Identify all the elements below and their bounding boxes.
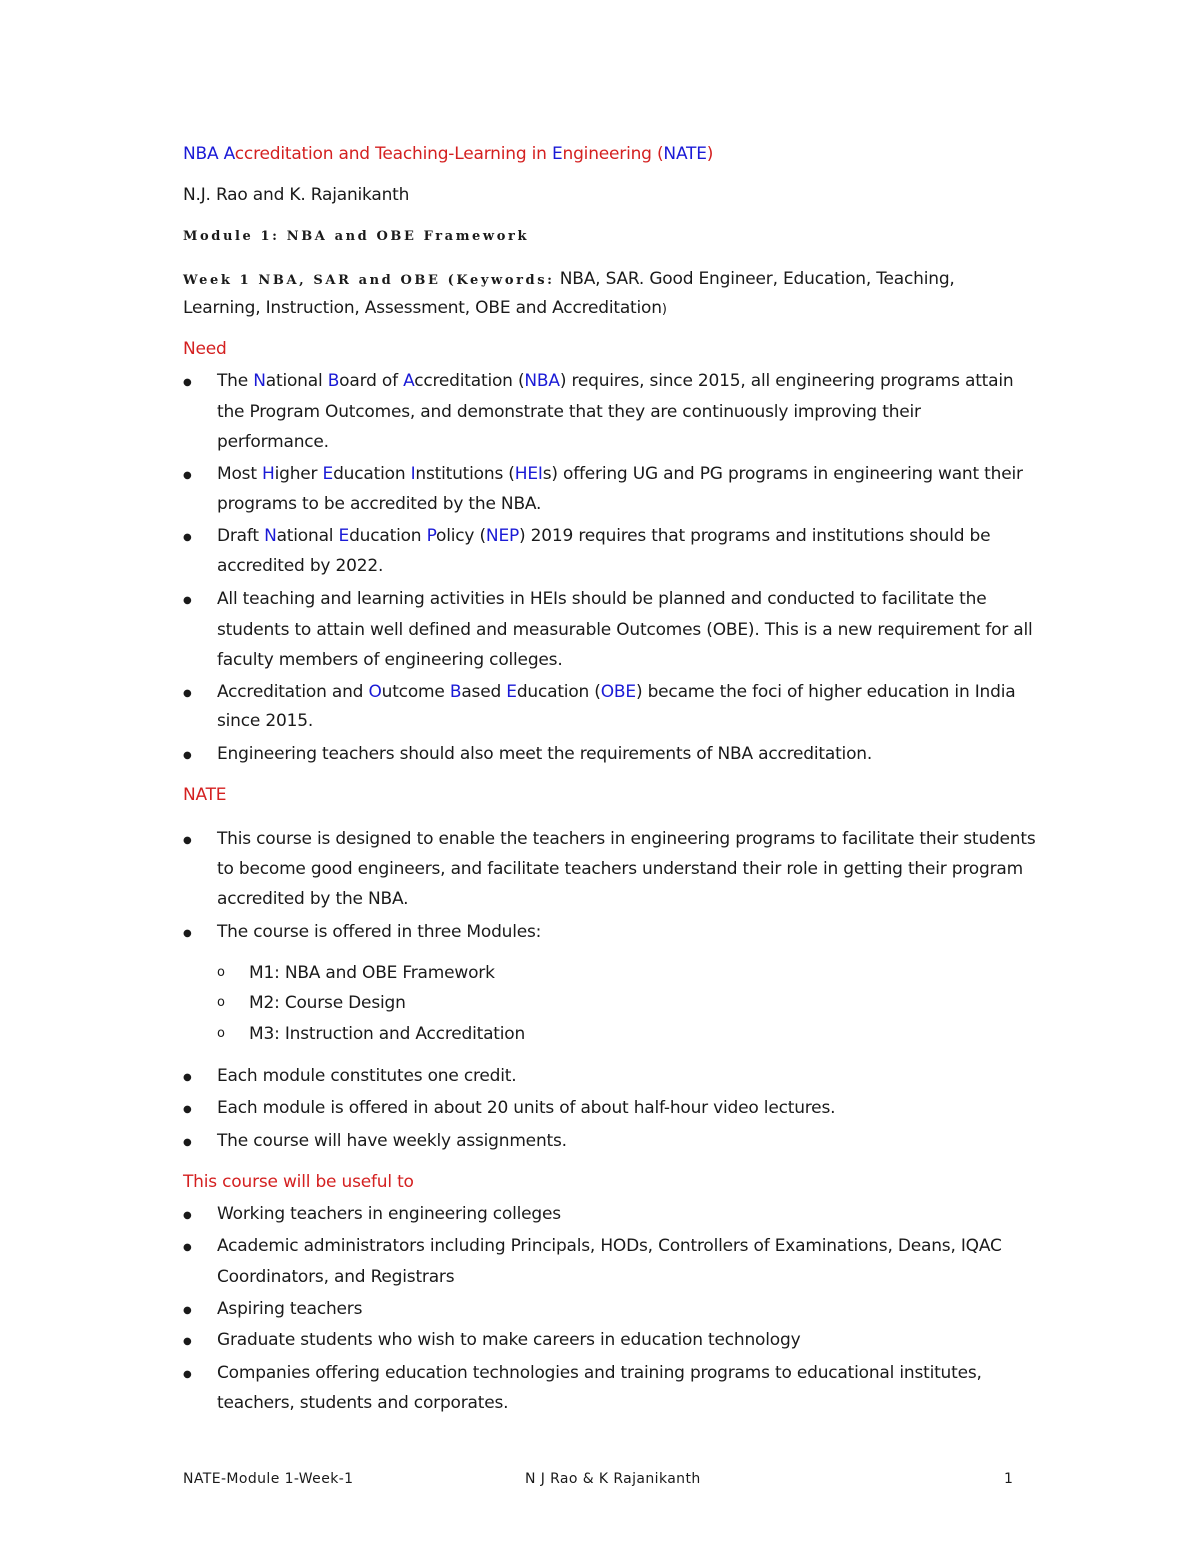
text-run: ational	[265, 371, 328, 391]
document-title	[183, 143, 713, 165]
text-run: The	[217, 371, 254, 391]
text-run: Accreditation and	[217, 682, 369, 702]
bullet-icon	[183, 1065, 192, 1089]
highlighted-text: E	[338, 526, 350, 546]
text-run: ) became the foci of higher education in India	[635, 682, 1016, 702]
section-heading-useful: This course will be useful to	[183, 1172, 414, 1192]
bullet-icon	[183, 1329, 192, 1353]
text-run: ) 2019 requires that programs and institutions should be	[519, 526, 991, 546]
sub-bullet-icon	[217, 962, 225, 984]
need-item-5-line-1	[217, 681, 1015, 703]
nate-item-5: The course will have weekly assignments.	[217, 1131, 567, 1151]
nate-item-1-line-1: This course is designed to enable the teachers in engineering programs to facilitate their students	[217, 829, 1036, 849]
highlighted-text: I	[410, 464, 416, 484]
highlighted-text: E	[551, 144, 563, 164]
highlighted-text: T	[375, 144, 383, 164]
highlighted-text: A	[223, 144, 235, 164]
need-item-1-line-1	[217, 370, 1013, 392]
bullet-icon	[183, 681, 192, 705]
need-item-4-line-1: All teaching and learning activities in HEIs should be planned and conducted to facilitate the	[217, 589, 987, 609]
text-run: s) offering UG and PG programs in engineering want their	[542, 464, 1023, 484]
highlighted-text: ngineering (	[562, 144, 664, 164]
text-run: ) requires, since 2015, all engineering programs attain	[559, 371, 1014, 391]
footer-center: N J Rao & K Rajanikanth	[525, 1471, 701, 1487]
module-item-2: M2: Course Design	[249, 993, 406, 1013]
highlighted-text: N	[183, 144, 196, 164]
text-run: nstitutions (	[415, 464, 515, 484]
need-item-4-line-2: students to attain well defined and measurable Outcomes (OBE). This is a new requirement for all	[217, 620, 1033, 640]
highlighted-text: eaching-	[382, 144, 455, 164]
need-item-2-line-1	[217, 463, 1023, 485]
module-heading: Module 1: NBA and OBE Framework	[183, 229, 530, 244]
week-keywords-1: NBA, SAR. Good Engineer, Education, Teaching,	[554, 269, 955, 289]
footer-left: NATE-Module 1-Week-1	[183, 1471, 354, 1487]
bullet-icon	[183, 743, 192, 767]
highlighted-text: E	[322, 464, 334, 484]
need-item-5-line-2: since 2015.	[217, 711, 314, 731]
sub-bullet-icon	[217, 1023, 225, 1045]
highlighted-text: E	[506, 682, 517, 702]
text-run: igher	[274, 464, 323, 484]
bullet-icon	[183, 525, 192, 549]
need-item-3-line-1	[217, 525, 990, 547]
nate-item-3: Each module constitutes one credit.	[217, 1066, 517, 1086]
bullet-icon	[183, 828, 192, 852]
need-item-4-line-3: faculty members of engineering colleges.	[217, 650, 563, 670]
highlighted-text: O	[368, 682, 382, 702]
highlighted-text: ccreditation and	[234, 144, 376, 164]
bullet-icon	[183, 1235, 192, 1259]
highlighted-text: )	[706, 144, 714, 164]
bullet-icon	[183, 370, 192, 394]
useful-item-2-line-2: Coordinators, and Registrars	[217, 1267, 455, 1287]
bullet-icon	[183, 1298, 192, 1322]
highlighted-text: earning in	[463, 144, 552, 164]
authors: N.J. Rao and K. Rajanikanth	[183, 185, 410, 205]
bullet-icon	[183, 1362, 192, 1386]
section-heading-need: Need	[183, 339, 227, 359]
text-run: olicy (	[436, 526, 486, 546]
week-keywords-2: Learning, Instruction, Assessment, OBE and Accreditation	[183, 298, 662, 318]
nate-item-1-line-2: to become good engineers, and facilitate teachers understand their role in getting their program	[217, 859, 1023, 879]
text-run: ducation (	[516, 682, 601, 702]
text-run: ccreditation (	[414, 371, 525, 391]
bullet-icon	[183, 463, 192, 487]
text-run: Most	[217, 464, 262, 484]
need-item-3-line-2: accredited by 2022.	[217, 556, 384, 576]
text-run: ased	[461, 682, 507, 702]
text-run: Draft	[217, 526, 265, 546]
need-item-1-line-3: performance.	[217, 432, 329, 452]
highlighted-text: A	[403, 371, 415, 391]
useful-item-1: Working teachers in engineering colleges	[217, 1204, 561, 1224]
footer-page-number: 1	[1004, 1471, 1014, 1487]
highlighted-text: P	[426, 526, 437, 546]
nate-item-2: The course is offered in three Modules:	[217, 922, 542, 942]
nate-item-4: Each module is offered in about 20 units of about half-hour video lectures.	[217, 1098, 836, 1118]
week-heading-close: )	[661, 302, 667, 317]
highlighted-text: HEI	[514, 464, 543, 484]
week-heading-line-1	[183, 268, 955, 292]
week-heading-line-2	[183, 297, 667, 321]
section-heading-nate: NATE	[183, 785, 227, 805]
bullet-icon	[183, 921, 192, 945]
module-item-3: M3: Instruction and Accreditation	[249, 1024, 526, 1044]
bullet-icon	[183, 1203, 192, 1227]
week-heading-prefix: Week 1 NBA, SAR and OBE (Keywords:	[183, 273, 555, 288]
bullet-icon	[183, 588, 192, 612]
highlighted-text: NATE	[663, 144, 707, 164]
text-run: ational	[276, 526, 339, 546]
highlighted-text: N	[264, 526, 277, 546]
sub-bullet-icon	[217, 992, 225, 1014]
highlighted-text: OBE	[600, 682, 636, 702]
need-item-6: Engineering teachers should also meet the requirements of NBA accreditation.	[217, 744, 873, 764]
useful-item-4: Graduate students who wish to make careers in education technology	[217, 1330, 801, 1350]
highlighted-text: N	[253, 371, 266, 391]
highlighted-text: H	[262, 464, 275, 484]
need-item-1-line-2: the Program Outcomes, and demonstrate that they are continuously improving their	[217, 402, 921, 422]
text-run: oard of	[339, 371, 404, 391]
highlighted-text: BA	[195, 144, 224, 164]
bullet-icon	[183, 1097, 192, 1121]
highlighted-text: NBA	[524, 371, 560, 391]
highlighted-text: B	[449, 682, 462, 702]
need-item-2-line-2: programs to be accredited by the NBA.	[217, 494, 542, 514]
module-item-1: M1: NBA and OBE Framework	[249, 963, 495, 983]
text-run: ducation	[333, 464, 411, 484]
useful-item-3: Aspiring teachers	[217, 1299, 363, 1319]
bullet-icon	[183, 1130, 192, 1154]
highlighted-text: NEP	[485, 526, 520, 546]
useful-item-5-line-1: Companies offering education technologies and training programs to educational institutes,	[217, 1363, 982, 1383]
useful-item-2-line-1: Academic administrators including Principals, HODs, Controllers of Examinations, Deans, IQAC	[217, 1236, 1002, 1256]
useful-item-5-line-2: teachers, students and corporates.	[217, 1393, 509, 1413]
highlighted-text: L	[454, 144, 464, 164]
text-run: utcome	[381, 682, 450, 702]
nate-item-1-line-3: accredited by the NBA.	[217, 889, 409, 909]
text-run: ducation	[349, 526, 427, 546]
highlighted-text: B	[327, 371, 340, 391]
